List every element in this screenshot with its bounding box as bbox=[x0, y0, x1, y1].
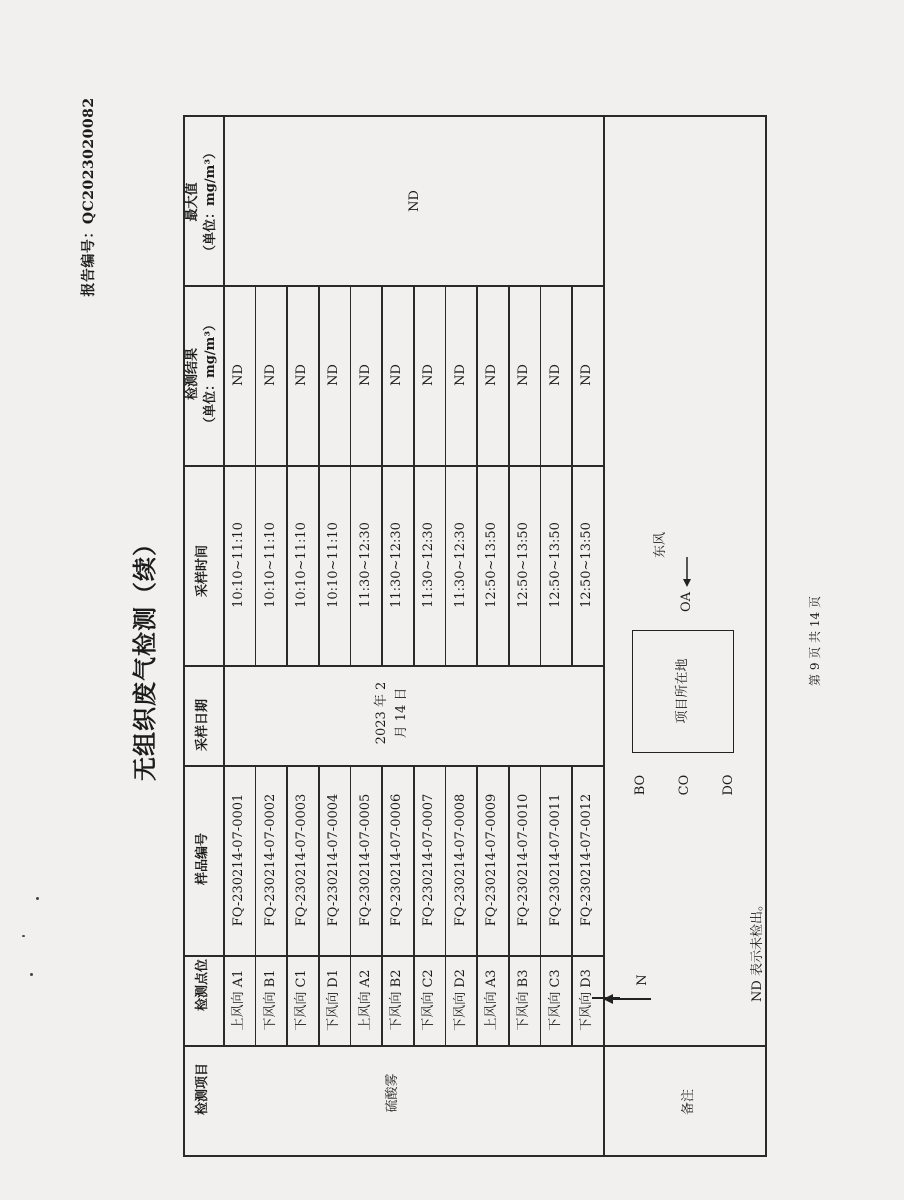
row-sample-no: FQ-230214-07-0012 bbox=[579, 793, 595, 927]
report-number: 报告编号：QC2023020082 bbox=[81, 97, 97, 297]
row-result: ND bbox=[357, 364, 373, 386]
row-point: 下风向 B3 bbox=[515, 969, 531, 1031]
row-time: 12:50~13:50 bbox=[515, 522, 531, 608]
row-result: ND bbox=[230, 364, 246, 386]
grid-line bbox=[286, 765, 288, 1045]
max-value: ND bbox=[407, 190, 422, 212]
point-oa: OA bbox=[679, 591, 694, 613]
row-time: 10:10~11:10 bbox=[325, 522, 341, 608]
row-point: 下风向 C3 bbox=[547, 969, 563, 1031]
document-title: 无组织废气检测（续） bbox=[130, 531, 159, 781]
grid-line bbox=[183, 1045, 603, 1047]
item-value: 硫酸雾 bbox=[385, 1073, 400, 1113]
grid-line bbox=[183, 115, 185, 1157]
grid-line bbox=[381, 285, 383, 665]
row-time: 10:10~11:10 bbox=[294, 522, 310, 608]
grid-line bbox=[350, 765, 352, 1045]
row-point: 下风向 D3 bbox=[579, 969, 595, 1031]
point-bo: BO bbox=[633, 774, 648, 796]
row-time: 12:50~13:50 bbox=[547, 522, 563, 608]
grid-line bbox=[255, 285, 257, 665]
header-item: 检测项目 bbox=[195, 1063, 210, 1116]
header-max bbox=[184, 138, 222, 266]
row-sample-no: FQ-230214-07-0011 bbox=[547, 793, 563, 927]
point-co: CO bbox=[677, 774, 692, 796]
row-point: 下风向 D2 bbox=[452, 969, 468, 1031]
row-point: 下风向 D1 bbox=[325, 969, 341, 1031]
row-point: 下风向 B2 bbox=[389, 969, 405, 1031]
row-result: ND bbox=[484, 364, 500, 386]
header-point: 检测点位 bbox=[195, 959, 210, 1012]
row-point: 下风向 B1 bbox=[262, 969, 278, 1031]
row-result: ND bbox=[515, 364, 531, 386]
grid-line bbox=[476, 285, 478, 665]
project-site-label: 项目所在地 bbox=[675, 658, 690, 724]
row-sample-no: FQ-230214-07-0010 bbox=[515, 793, 531, 927]
row-sample-no: FQ-230214-07-0001 bbox=[230, 793, 246, 927]
header-time: 采样时间 bbox=[195, 545, 210, 598]
detection-table bbox=[183, 115, 767, 1157]
row-time: 12:50~13:50 bbox=[579, 522, 595, 608]
grid-line bbox=[571, 765, 573, 1045]
wind-direction-label: 东风 bbox=[653, 532, 668, 559]
grid-line bbox=[318, 765, 320, 1045]
row-time: 11:30~12:30 bbox=[357, 522, 373, 608]
row-time: 10:10~11:10 bbox=[262, 522, 278, 608]
row-result: ND bbox=[325, 364, 341, 386]
row-result: ND bbox=[389, 364, 405, 386]
header-result bbox=[184, 310, 222, 438]
grid-line bbox=[318, 285, 320, 665]
row-sample-no: FQ-230214-07-0002 bbox=[262, 793, 278, 927]
row-result: ND bbox=[294, 364, 310, 386]
row-sample-no: FQ-230214-07-0004 bbox=[325, 793, 341, 927]
row-time: 11:30~12:30 bbox=[420, 522, 436, 608]
row-point: 下风向 C1 bbox=[294, 969, 310, 1031]
row-sample-no: FQ-230214-07-0007 bbox=[420, 793, 436, 927]
scan-speck bbox=[36, 897, 39, 900]
north-label: N bbox=[635, 974, 650, 986]
row-time: 11:30~12:30 bbox=[389, 522, 405, 608]
grid-line bbox=[183, 665, 603, 667]
grid-line bbox=[286, 285, 288, 665]
grid-line bbox=[381, 765, 383, 1045]
wind-arrow-icon bbox=[677, 555, 697, 587]
scan-speck bbox=[30, 973, 33, 976]
grid-line bbox=[508, 765, 510, 1045]
row-point: 上风向 A1 bbox=[230, 969, 246, 1031]
grid-line bbox=[603, 1045, 767, 1047]
row-point: 上风向 A2 bbox=[357, 969, 373, 1031]
row-sample-no: FQ-230214-07-0003 bbox=[294, 793, 310, 927]
nd-note: ND 表示未检出。 bbox=[750, 898, 765, 1002]
row-time: 12:50~13:50 bbox=[484, 522, 500, 608]
grid-line bbox=[603, 115, 605, 1157]
grid-line bbox=[540, 285, 542, 665]
row-result: ND bbox=[452, 364, 468, 386]
grid-line bbox=[540, 765, 542, 1045]
row-sample-no: FQ-230214-07-0006 bbox=[389, 793, 405, 927]
sampling-date-line1: 2023 年 2 bbox=[374, 681, 389, 745]
remarks-label: 备注 bbox=[681, 1089, 696, 1116]
grid-line bbox=[445, 765, 447, 1045]
sampling-date-line2: 月 14 日 bbox=[394, 687, 409, 739]
header-sample-no: 样品编号 bbox=[195, 833, 210, 886]
scan-speck bbox=[22, 935, 25, 937]
row-time: 10:10~11:10 bbox=[230, 522, 246, 608]
grid-line bbox=[255, 765, 257, 1045]
header-result-line2: （单位：mg/m³） bbox=[202, 317, 218, 431]
header-date: 采样日期 bbox=[195, 699, 210, 752]
row-sample-no: FQ-230214-07-0009 bbox=[484, 793, 500, 927]
grid-line bbox=[413, 765, 415, 1045]
sampling-date bbox=[372, 673, 412, 753]
grid-line bbox=[445, 285, 447, 665]
grid-line bbox=[508, 285, 510, 665]
grid-line bbox=[223, 115, 225, 1045]
row-point: 下风向 C2 bbox=[420, 969, 436, 1031]
row-time: 11:30~12:30 bbox=[452, 522, 468, 608]
point-do: DO bbox=[721, 774, 736, 796]
page-footer: 第 9 页 共 14 页 bbox=[808, 596, 822, 686]
header-result-line1: 检测结果 bbox=[185, 348, 200, 401]
grid-line bbox=[183, 1155, 767, 1157]
row-sample-no: FQ-230214-07-0008 bbox=[452, 793, 468, 927]
grid-line bbox=[413, 285, 415, 665]
header-max-line1: 最大值 bbox=[185, 182, 200, 222]
grid-line bbox=[350, 285, 352, 665]
grid-line bbox=[183, 115, 767, 117]
row-result: ND bbox=[547, 364, 563, 386]
row-result: ND bbox=[420, 364, 436, 386]
row-result: ND bbox=[262, 364, 278, 386]
row-sample-no: FQ-230214-07-0005 bbox=[357, 793, 373, 927]
grid-line bbox=[571, 285, 573, 665]
row-result: ND bbox=[579, 364, 595, 386]
header-max-line2: （单位：mg/m³） bbox=[202, 145, 218, 259]
row-point: 上风向 A3 bbox=[484, 969, 500, 1031]
grid-line bbox=[476, 765, 478, 1045]
